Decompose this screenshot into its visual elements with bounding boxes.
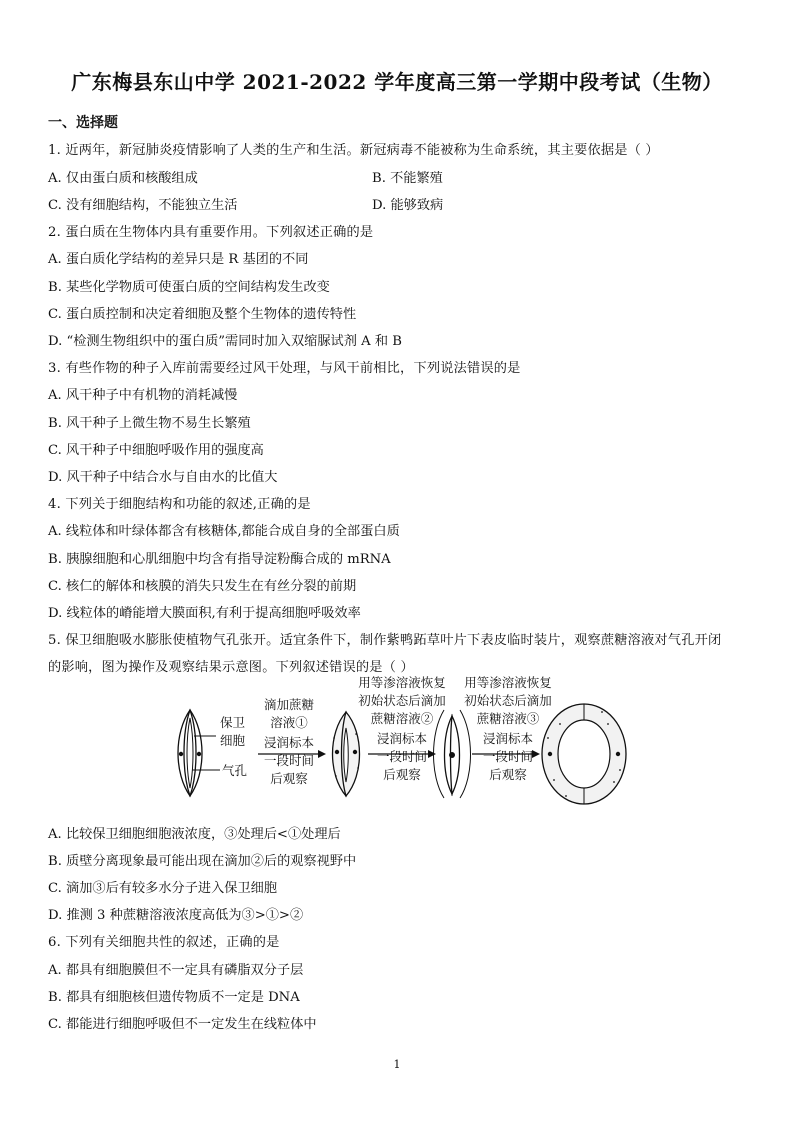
- q5-stem-line1: 5. 保卫细胞吸水膨胀使植物气孔张开。适宜条件下，制作紫鸭跖草叶片下表皮临时装片，观察蔗糖溶液对气孔开闭: [48, 633, 722, 648]
- label-guard-cell-line1: 保卫: [220, 715, 246, 730]
- q1-option-d: D. 能够致病: [372, 198, 444, 213]
- q2-option-a: A. 蛋白质化学结构的差异只是 R 基团的不同: [48, 252, 309, 267]
- section-heading: 一、选择题: [48, 115, 118, 131]
- q1-option-a: A. 仅由蛋白质和核酸组成: [48, 171, 198, 186]
- step2-line-3: 一段时间: [376, 749, 427, 764]
- step1-line-5: 后观察: [270, 771, 308, 786]
- step3-line-1: 蔗糖溶液③: [476, 711, 540, 726]
- q1-stem: 1. 近两年，新冠肺炎疫情影响了人类的生产和生活。新冠病毒不能被称为生命系统，其主要依据是（ ）: [48, 143, 659, 158]
- q4-option-a: A. 线粒体和叶绿体都含有核糖体,都能合成自身的全部蛋白质: [48, 524, 400, 539]
- q2-option-c: C. 蛋白质控制和决定着细胞及整个生物体的遗传特性: [48, 307, 357, 322]
- q3-option-d: D. 风干种子中结合水与自由水的比值大: [48, 470, 278, 485]
- step3-line-3: 一段时间: [482, 749, 533, 764]
- q1-option-b: B. 不能繁殖: [372, 171, 443, 186]
- exam-title: 广东梅县东山中学 2021-2022 学年度高三第一学期中段考试（生物）: [71, 70, 723, 94]
- step3-top-line-1: 用等渗溶液恢复: [464, 675, 552, 690]
- page-number: 1: [393, 1058, 401, 1071]
- step1-line-3: 浸润标本: [263, 735, 314, 750]
- label-guard-cell-line2: 细胞: [220, 733, 246, 748]
- guard-cells-initial: [178, 710, 220, 796]
- q5-option-c: C. 滴加③后有较多水分子进入保卫细胞: [48, 881, 278, 896]
- q5-option-b: B. 质壁分离现象最可能出现在滴加②后的观察视野中: [48, 854, 357, 869]
- step1-line-4: 一段时间: [263, 753, 314, 768]
- q4-option-c: C. 核仁的解体和核膜的消失只发生在有丝分裂的前期: [48, 579, 357, 594]
- q3-stem: 3. 有些作物的种子入库前需要经过风干处理，与风干前相比，下列说法错误的是: [48, 361, 521, 376]
- q4-option-b: B. 胰腺细胞和心肌细胞中均含有指导淀粉酶合成的 mRNA: [48, 552, 391, 567]
- step3-top-line-2: 初始状态后滴加: [464, 693, 552, 708]
- q6-option-c: C. 都能进行细胞呼吸但不一定发生在线粒体中: [48, 1017, 317, 1032]
- step3-line-4: 后观察: [489, 767, 527, 782]
- q2-stem: 2. 蛋白质在生物体内具有重要作用。下列叙述正确的是: [48, 225, 374, 240]
- step3-line-2: 浸润标本: [482, 731, 533, 746]
- q6-option-a: A. 都具有细胞膜但不一定具有磷脂双分子层: [48, 963, 304, 978]
- step3-text: [450, 674, 566, 784]
- q5-stem-line2: 的影响，图为操作及观察结果示意图。下列叙述错误的是（ ）: [48, 660, 414, 675]
- q4-stem: 4. 下列关于细胞结构和功能的叙述,正确的是: [48, 497, 311, 512]
- step2-top-line-2: 初始状态后滴加: [358, 693, 446, 708]
- step2-top-line-1: 用等渗溶液恢复: [358, 675, 446, 690]
- step2-line-1: 蔗糖溶液②: [370, 711, 434, 726]
- q4-option-d: D. 线粒体的嵴能增大膜面积,有利于提高细胞呼吸效率: [48, 606, 361, 621]
- step2-text: [344, 674, 460, 784]
- q6-stem: 6. 下列有关细胞共性的叙述，正确的是: [48, 935, 280, 950]
- q6-option-b: B. 都具有细胞核但遗传物质不一定是 DNA: [48, 990, 300, 1005]
- q5-option-a: A. 比较保卫细胞细胞液浓度，③处理后<①处理后: [48, 827, 341, 842]
- q5-option-d: D. 推测 3 种蔗糖溶液浓度高低为③>①>②: [48, 908, 304, 923]
- q3-option-c: C. 风干种子中细胞呼吸作用的强度高: [48, 443, 264, 458]
- stomata-figure: [168, 675, 638, 814]
- step1-line-1: 滴加蔗糖: [263, 697, 314, 712]
- step1-text: [254, 696, 324, 788]
- q2-option-d: D. “检测生物组织中的蛋白质”需同时加入双缩脲试剂 A 和 B: [48, 334, 402, 349]
- q2-option-b: B. 某些化学物质可使蛋白质的空间结构发生改变: [48, 280, 330, 295]
- q1-option-c: C. 没有细胞结构，不能独立生活: [48, 198, 238, 213]
- step2-line-2: 浸润标本: [376, 731, 427, 746]
- q3-option-b: B. 风干种子上微生物不易生长繁殖: [48, 416, 251, 431]
- step1-line-2: 溶液①: [270, 715, 308, 730]
- label-stoma: 气孔: [222, 763, 248, 778]
- step2-line-4: 后观察: [383, 767, 421, 782]
- q3-option-a: A. 风干种子中有机物的消耗减慢: [48, 388, 238, 403]
